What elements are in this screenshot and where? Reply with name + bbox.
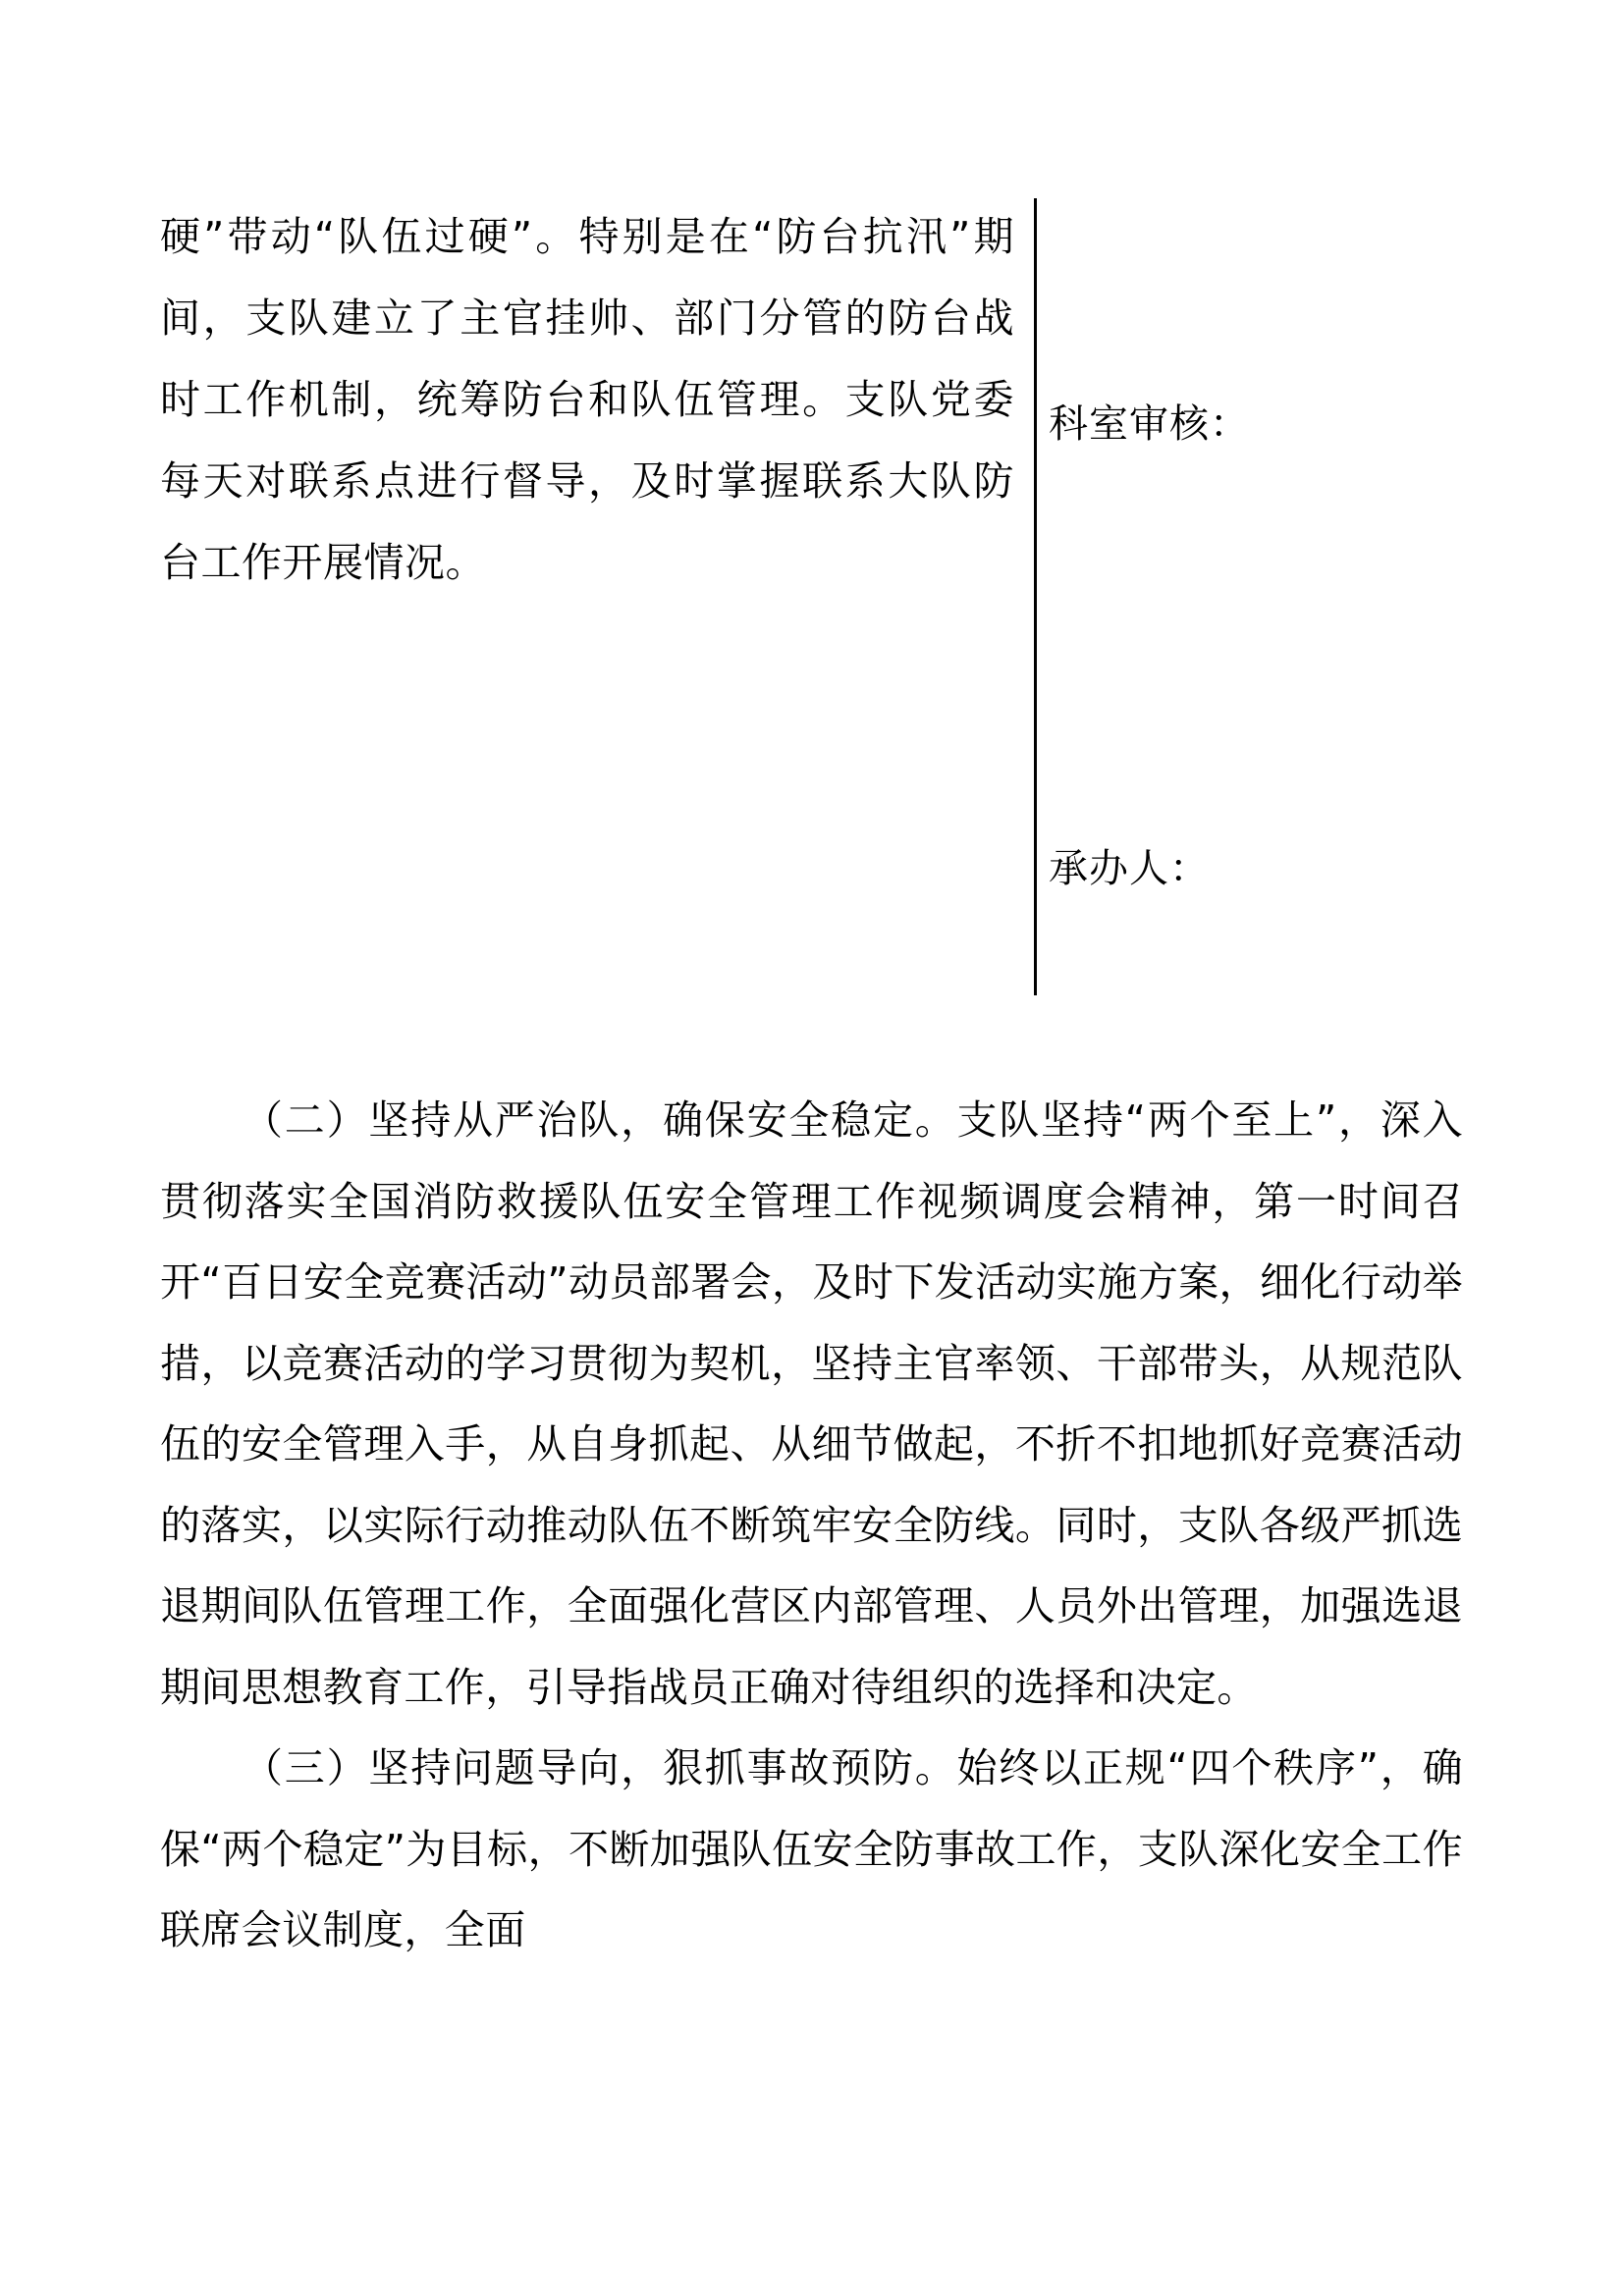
paragraph-two: （二）坚持从严治队，确保安全稳定。支队坚持“两个至上”，深入贯彻落实全国消防救援队伍安全管理工作视频调度会精神，第一时间召开“百日安全竞赛活动”动员部署会，及时下发活动实施方案，细化行动举措，以竞赛活动的学习贯彻为契机，坚持主官率领、干部带头，从规范队伍的安全管理入手，从自身抓起、从细节做起，不折不扣地抓好竞赛活动的落实，以实际行动推动队伍不断筑牢安全防线。同时，支队各级严抓选退期间队伍管理工作，全面强化营区内部管理、人员外出管理，加强选退期间思想教育工作，引导指战员正确对待组织的选择和决定。 (160, 1096, 1463, 1711)
top-split-section (0, 0, 1624, 1001)
department-review-label: 科室审核： (1049, 401, 1250, 447)
top-left-text-column (160, 196, 1014, 604)
paragraph-three: （三）坚持问题导向，狠抓事故预防。始终以正规“四个秩序”，确保“两个稳定”为目标，不断加强队伍安全防事故工作，支队深化安全工作联席会议制度，全面 (160, 1744, 1463, 1953)
main-body-text (160, 1080, 1463, 1971)
handler-label: 承办人： (1049, 846, 1210, 891)
continuation-paragraph: 硬”带动“队伍过硬”。特别是在“防台抗汛”期间，支队建立了主官挂帅、部门分管的防台战时工作机制，统筹防台和队伍管理。支队党委每天对联系点进行督导，及时掌握联系大队防台工作开展情况。 (160, 213, 1014, 586)
vertical-divider-line (1034, 198, 1037, 995)
